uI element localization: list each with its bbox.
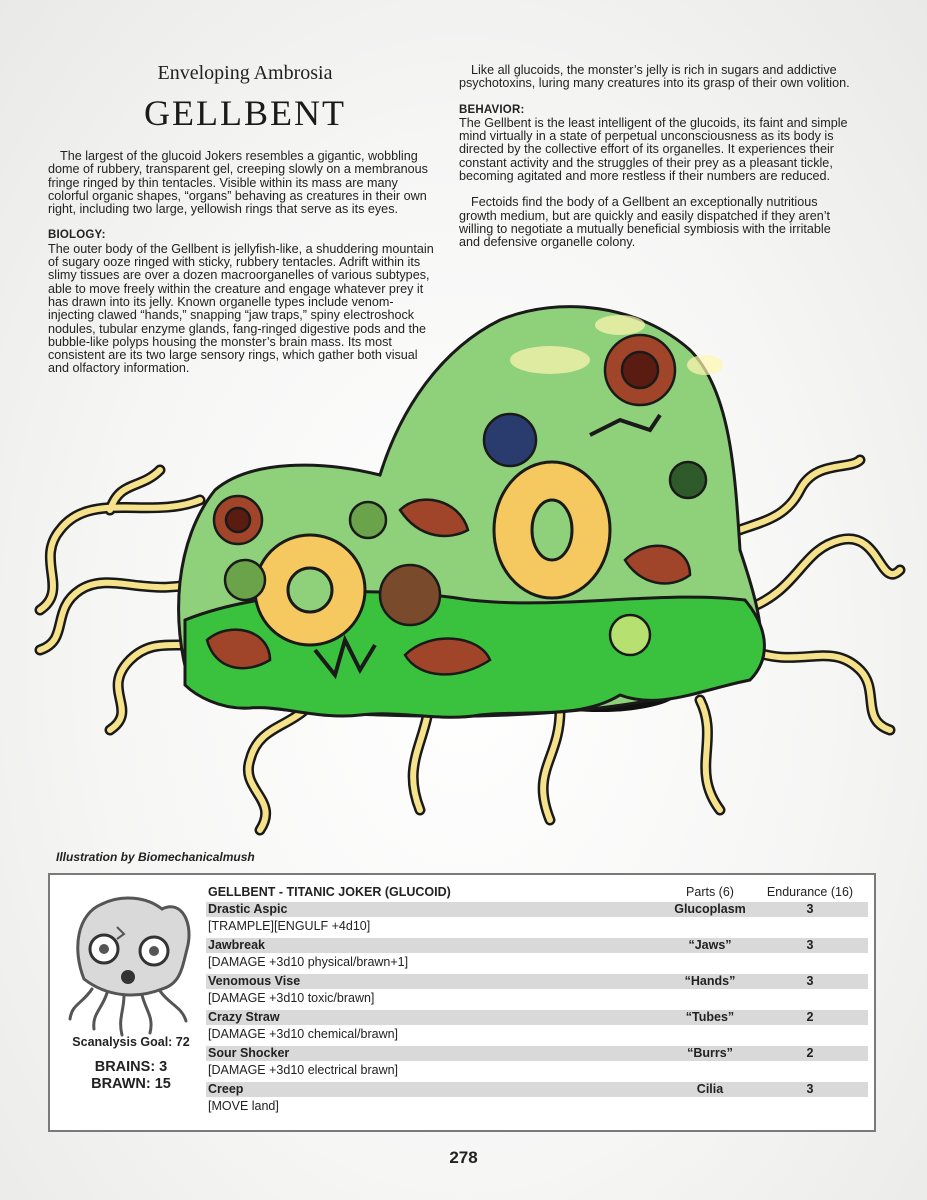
gellbent-illustration [0, 290, 927, 850]
statblock-header-row [206, 883, 868, 901]
attack-part: “Burrs” [687, 1046, 733, 1060]
attack-name: Crazy Straw [208, 1010, 280, 1024]
brain-polyp-icon [380, 565, 440, 625]
attack-row [206, 1010, 868, 1046]
attack-endurance: 3 [806, 974, 814, 988]
page-number: 278 [449, 1148, 478, 1167]
attack-part: “Tubes” [685, 1010, 735, 1024]
parts-header: Parts (6) [686, 885, 734, 899]
attack-effect: [DAMAGE +3d10 chemical/brawn] [208, 1027, 399, 1041]
attack-name: Sour Shocker [208, 1046, 290, 1060]
attack-row [206, 974, 868, 1010]
attack-effect: [TRAMPLE][ENGULF +4d10] [208, 919, 371, 933]
monster-title: GELLBENT [144, 93, 346, 133]
attack-endurance: 3 [806, 1082, 814, 1096]
brawn-stat: BRAWN: 15 [91, 1076, 171, 1092]
attack-part: Glucoplasm [674, 902, 746, 916]
gellbent-portrait-icon [62, 889, 202, 1041]
electroshock-burr-icon [484, 414, 536, 466]
statblock-name: GELLBENT - TITANIC JOKER (GLUCOID) [208, 885, 451, 899]
attack-row [206, 1082, 868, 1118]
endurance-header: Endurance (16) [766, 885, 854, 899]
behavior-paragraph: The Gellbent is the least intelligent of the glucoids, its faint and simple mind virtually in a state of perpetual unconsciousness as its body is directed by the collective effort of its organelles. It experiences their constant activity and the struggles of their prey as a pleasant tickle, becoming agitated and more restless if their numbers are reduced. [459, 115, 848, 184]
attack-endurance: 3 [806, 902, 814, 916]
brains-stat: BRAINS: 3 [94, 1059, 168, 1075]
right-column [459, 64, 853, 250]
illustration-credit: Illustration by Biomechanicalmush [56, 850, 255, 864]
attack-list [206, 902, 868, 1118]
attack-part: “Hands” [684, 974, 736, 988]
attack-row [206, 938, 868, 974]
attack-endurance: 2 [806, 1010, 814, 1024]
glucoid-jelly-paragraph: Like all glucoids, the monster’s jelly is rich in sugars and addictive psychotoxins, luring many creatures into its grasp of their own volition. [459, 63, 850, 91]
attack-effect: [DAMAGE +3d10 physical/brawn+1] [208, 955, 409, 969]
biology-heading: BIOLOGY: [48, 229, 106, 242]
scanalysis-goal: Scanalysis Goal: 72 [72, 1035, 190, 1049]
attack-endurance: 3 [806, 938, 814, 952]
attack-effect: [DAMAGE +3d10 toxic/brawn] [208, 991, 375, 1005]
fectoids-paragraph: Fectoids find the body of a Gellbent an exceptionally nutritious growth medium, but are quickly and easily dispatched if they aren’t willing to negotiate a mutually beneficial symbiosis with the irritable and defensive organelle colony. [459, 195, 831, 250]
attack-endurance: 2 [806, 1046, 814, 1060]
attack-part: “Jaws” [688, 938, 732, 952]
attack-name: Jawbreak [208, 938, 265, 952]
attack-part: Cilia [696, 1082, 724, 1096]
sensory-ring-right-icon [494, 462, 610, 598]
attack-row [206, 902, 868, 938]
monster-subtitle: Enveloping Ambrosia [157, 62, 333, 84]
attack-name: Drastic Aspic [208, 902, 288, 916]
attack-name: Venomous Vise [208, 974, 301, 988]
attack-row [206, 1046, 868, 1082]
attack-effect: [DAMAGE +3d10 electrical brawn] [208, 1063, 399, 1077]
core-stats [50, 1059, 212, 1093]
stat-block [48, 873, 876, 1132]
jelly-highlight [510, 346, 590, 374]
intro-paragraph: The largest of the glucoid Jokers resembles a gigantic, wobbling dome of rubbery, transparent gel, creeping slowly on a membranous fringe ringed by thin tentacles. Visible within its mass are many colorful organic shapes, “organs” behaving as creatures in their own right, including two large, yellowish rings that serve as its eyes. [48, 149, 428, 217]
attack-name: Creep [208, 1082, 244, 1096]
sensory-ring-left-icon [255, 535, 365, 645]
biology-paragraph: The outer body of the Gellbent is jellyfish-like, a shuddering mountain of sugary ooze ringed with sticky, rubbery tentacles. Adrift within its slimy tissues are over a dozen macroorganelles of various subtypes, able to move freely within the creature and engage whatever prey it has drawn into its jelly. Known organelle types include venom-injecting clawed “hands,” snapping “jaw traps,” spiny electroshock nodules, tubular enzyme glands, fang-ringed digestive pods and the bubble-like polyps housing the monster’s brain mass. Its most consistent are its two large sensory rings, which gather both visual and olfactory information. [48, 241, 434, 376]
behavior-heading: BEHAVIOR: [459, 103, 525, 116]
attack-effect: [MOVE land] [208, 1099, 279, 1113]
